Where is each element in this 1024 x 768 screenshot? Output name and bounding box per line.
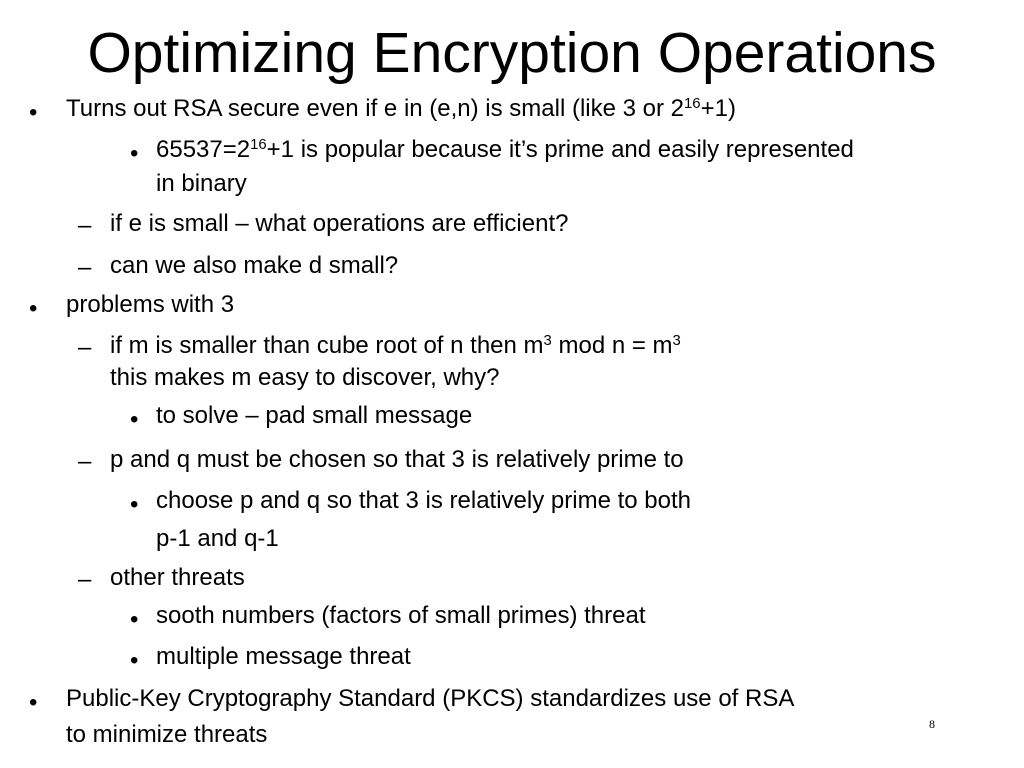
superscript: 16 (250, 136, 267, 153)
bullet-e-small-efficient: if e is small – what operations are efficient? (110, 210, 569, 237)
bullet-m-easy-discover: this makes m easy to discover, why? (110, 364, 500, 391)
bullet-choose-p-q: choose p and q so that 3 is relatively prime to both (156, 487, 691, 514)
bullet-sooth-numbers: sooth numbers (factors of small primes) threat (156, 602, 646, 629)
bullet-problems-with-3: problems with 3 (66, 291, 235, 318)
dash-marker: – (78, 566, 92, 593)
bullet-text: +1 is popular because it’s prime and easily represented (266, 136, 854, 163)
dash-marker: – (78, 334, 92, 361)
bullet-65537 (156, 138, 854, 162)
bullet-marker: • (130, 647, 139, 674)
bullet-marker: • (29, 99, 38, 126)
bullet-marker: • (130, 491, 139, 518)
bullet-p-q-relatively-prime: p and q must be chosen so that 3 is relatively prime to (110, 446, 684, 473)
bullet-d-small: can we also make d small? (110, 252, 399, 279)
bullet-marker: • (130, 606, 139, 633)
bullet-text: 65537=2 (156, 136, 251, 163)
superscript: 16 (684, 95, 701, 112)
bullet-text: if m is smaller than cube root of n then m (110, 332, 544, 359)
bullet-choose-p-q-line2: p-1 and q-1 (156, 525, 279, 552)
bullet-rsa-small-e (66, 97, 736, 121)
dash-marker: – (78, 212, 92, 239)
bullet-text: Turns out RSA secure even if e in (e,n) is small (like 3 or 2 (66, 95, 685, 122)
page-number: 8 (929, 717, 935, 731)
bullet-text: +1) (700, 95, 736, 122)
bullet-pkcs-line2: to minimize threats (66, 721, 268, 748)
bullet-marker: • (29, 295, 38, 322)
bullet-pad-small-message: to solve – pad small message (156, 402, 473, 429)
bullet-pkcs: Public-Key Cryptography Standard (PKCS) standardizes use of RSA (66, 685, 795, 712)
bullet-other-threats: other threats (110, 564, 245, 591)
bullet-multiple-message: multiple message threat (156, 643, 411, 670)
slide-title: Optimizing Encryption Operations (87, 21, 937, 85)
superscript: 3 (672, 332, 681, 349)
bullet-m-cube-root (110, 334, 681, 358)
bullet-65537-line2: in binary (156, 170, 247, 197)
bullet-marker: • (130, 140, 139, 167)
dash-marker: – (78, 254, 92, 281)
bullet-text: mod n = m (551, 332, 673, 359)
dash-marker: – (78, 448, 92, 475)
bullet-marker: • (130, 406, 139, 433)
superscript: 3 (543, 332, 552, 349)
bullet-marker: • (29, 689, 38, 716)
